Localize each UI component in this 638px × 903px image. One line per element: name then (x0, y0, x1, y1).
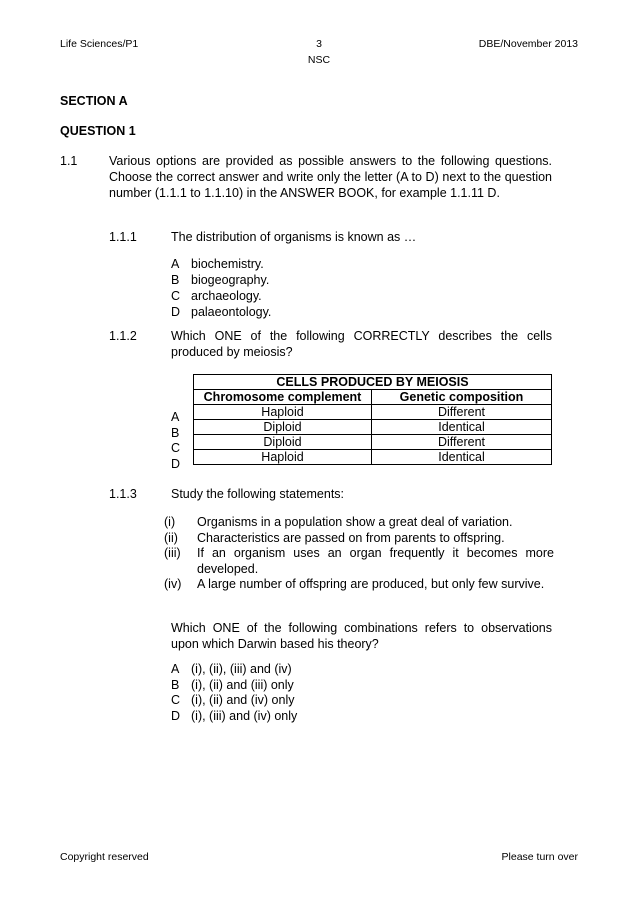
table-row: Diploid Different (194, 435, 552, 450)
q1-1-2-number: 1.1.2 (109, 329, 137, 343)
q1-1-2-text: Which ONE of the following CORRECTLY describes the cells produced by meiosis? (171, 329, 552, 359)
header-nsc: NSC (307, 54, 331, 66)
option: D (i), (iii) and (iv) only (171, 708, 298, 723)
statement: (ii) Characteristics are passed on from parents to offspring. (164, 530, 505, 545)
header-exam: DBE/November 2013 (478, 38, 578, 50)
table-header: Genetic composition (372, 390, 552, 405)
option: A (i), (ii), (iii) and (iv) (171, 662, 292, 676)
option: C archaeology. (171, 289, 262, 303)
page-number: 3 (316, 38, 322, 50)
q1-1-1-text: The distribution of organisms is known as … (171, 230, 417, 244)
q1-1-3-options (171, 662, 297, 724)
statement-list (164, 515, 554, 593)
question-title: QUESTION 1 (60, 124, 136, 138)
table-row: Haploid Different (194, 405, 552, 420)
statement: (iii) If an organism uses an organ frequently it becomes more developed. (164, 546, 554, 576)
statement: (iv) A large number of offspring are produced, but only few survive. (164, 577, 545, 591)
option: D palaeontology. (171, 305, 272, 319)
q1-1-number: 1.1 (60, 154, 78, 168)
table-row: Diploid Identical (194, 420, 552, 435)
statement: (i) Organisms in a population show a great deal of variation. (164, 515, 513, 529)
option: C (i), (ii) and (iv) only (171, 693, 295, 707)
option: B (i), (ii) and (iii) only (171, 677, 294, 692)
q1-1-1-number: 1.1.1 (109, 230, 137, 244)
q1-1-3-text: Study the following statements: (171, 487, 345, 501)
header-subject: Life Sciences/P1 (60, 38, 139, 50)
q1-1-3-number: 1.1.3 (109, 487, 137, 501)
meiosis-table (193, 374, 552, 465)
table-header: Chromosome complement (194, 390, 372, 405)
option: B biogeography. (171, 273, 270, 287)
option: A biochemistry. (171, 257, 264, 271)
table-row: Haploid Identical (194, 450, 552, 465)
table-title: CELLS PRODUCED BY MEIOSIS (194, 375, 552, 390)
footer-copyright: Copyright reserved (60, 851, 149, 863)
table-row-letters: A B C D (171, 410, 181, 471)
footer-turn-over: Please turn over (501, 851, 578, 863)
q1-1-3-question: Which ONE of the following combinations refers to observations upon which Darwin based his theory? (171, 621, 552, 651)
q1-1-instructions: Various options are provided as possible answers to the following questions. Choose the correct answer and write only the letter (A to D) next to the question number (1.1.1 to 1.1.10) in the ANSWER BOOK, for example 1.1.11 D. (109, 154, 552, 200)
q1-1-1-options (171, 256, 271, 320)
section-title: SECTION A (60, 94, 128, 108)
